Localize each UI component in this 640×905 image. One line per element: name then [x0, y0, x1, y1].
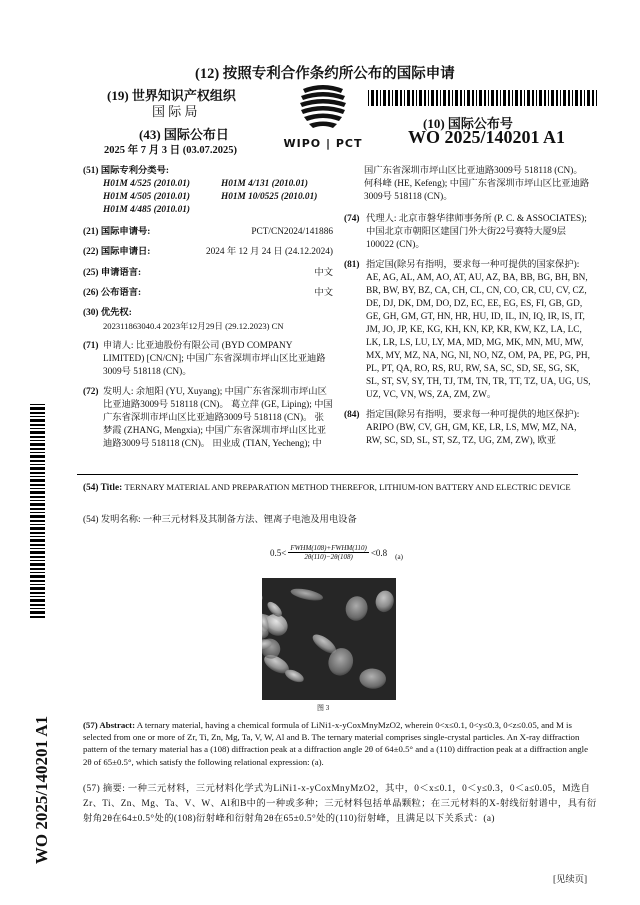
publication-number-label: (10) 国际公布号 [423, 116, 513, 131]
formula-fraction [288, 544, 369, 561]
chinese-title: (54) 发明名称: 一种三元材料及其制备方法、锂离子电池及用电设备 [83, 515, 357, 525]
filing-language-row [83, 267, 333, 280]
ipc-row [103, 178, 333, 191]
agent-tag: (74) [344, 214, 360, 224]
vertical-barcode [30, 404, 45, 620]
continued-on-next-page: [见续页] [553, 875, 588, 885]
formula-numerator: FWHM(108)+FWHM(110) [290, 544, 367, 552]
ipc-label: (51) 国际专利分类号: [83, 166, 169, 176]
side-publication-number: WO 2025/140201 A1 [32, 715, 51, 865]
english-title-text: TERNARY MATERIAL AND PREPARATION METHOD THEREFOR, LITHIUM-ION BATTERY AND ELECTRIC DEVICE [124, 482, 571, 492]
relational-expression [270, 544, 403, 561]
designated-states-text: 指定国(除另有指明，要求每一种可提供的国家保护): AE, AG, AL, AM, AO, AT, AU, AZ, BA, BB, BG, BH, BN, BR, BW, BY, BZ, CA, CH, CL, CN, CO, CR, CU, CV, CZ, DE, DJ, DK, DM, DO, DZ, EC, EE, EG, ES, FI, GB, GD, GE, GH, GM, GT, HN, HR, HU, ID, IL, IN, IQ, IR, IS, IT, JM, JO, JP, KE, KG, KH, KN, KP, KR, KW, KZ, LA, LC, LK, LR, LS, LU, LY, MA, MD, MG, MK, MN, MU, MW, MX, MY, MZ, NA, NG, NI, NO, NZ, OM, PA, PE, PG, PH, PL, PT, QA, RO, RS, RU, RW, SA, SC, SD, SE, SG, SK, SL, ST, SV, SY, TH, TJ, TM, TN, TR, TT, TZ, UA, UG, US, UZ, VC, VN, WS, ZA, ZM, ZW。 [366, 260, 591, 400]
inventor-text: 发明人: 余旭阳 (YU, Xuyang); 中国广东省深圳市坪山区比亚迪路3009号 518118 (CN)。 葛立萍 (GE, Liping); 中国广东省深圳市坪山区比亚迪路3009号 518118 (CN)。 张梦霞 (ZHANG, Mengxia); 中国广东省深圳市坪山区比亚迪路3009号 518118 (CN)。 田业成 (TIAN, Yecheng); 中 [103, 387, 333, 449]
document-title: (12) 按照专利合作条约所公布的国际申请 [195, 66, 455, 82]
formula-left: 0.5< [270, 547, 287, 558]
ipc-list [83, 178, 333, 217]
filing-date-label: (22) 国际申请日: [83, 247, 151, 257]
section-divider [77, 474, 578, 475]
application-number-label: (21) 国际申请号: [83, 227, 151, 237]
filing-language-label: (25) 申请语言: [83, 268, 142, 278]
application-number-row [83, 226, 333, 239]
filing-date-row [83, 246, 333, 259]
english-title-tag: (54) Title: [83, 483, 123, 493]
filing-language: 中文 [314, 268, 333, 278]
priority-data: 202311863040.4 2023年12月29日 (29.12.2023) CN [103, 321, 284, 331]
formula-tag: (a) [395, 552, 403, 561]
english-title [83, 481, 580, 495]
barcode [368, 90, 598, 106]
wipo-pct-text: WIPO | PCT [283, 137, 363, 150]
filing-date: 2024 年 12 月 24 日 (24.12.2024) [205, 247, 333, 257]
ipc-code: H01M 4/525 (2010.01) [103, 179, 191, 189]
abstract-english [83, 719, 598, 768]
publication-language: 中文 [314, 288, 333, 298]
application-number: PCT/CN2024/141886 [251, 227, 333, 237]
sem-micrograph [262, 578, 396, 700]
designated-states-block [344, 259, 594, 402]
figure-caption: 图 3 [317, 704, 330, 712]
publication-number: WO 2025/140201 A1 [408, 127, 566, 147]
designated-states-tag: (81) [344, 260, 360, 270]
formula-denominator: 2θ(110)−2θ(108) [304, 553, 353, 561]
priority-label: (30) 优先权: [83, 308, 132, 318]
organization-bureau: 国 际 局 [152, 104, 198, 119]
regional-states-block [344, 409, 594, 448]
agent-block [344, 213, 594, 252]
ipc-code: H01M 4/131 (2010.01) [221, 179, 309, 189]
organization-name: (19) 世界知识产权组织 [107, 88, 236, 103]
bibliographic-right-column [344, 165, 594, 448]
regional-states-tag: (84) [344, 410, 360, 420]
applicant-text: 申请人: 比亚迪股份有限公司 (BYD COMPANY LIMITED) [CN/CN]; 中国广东省深圳市坪山区比亚迪路3009号 518118 (CN)。 [103, 341, 326, 377]
abstract-english-tag: (57) Abstract: [83, 720, 136, 730]
bibliographic-left-column [83, 165, 333, 451]
publication-language-row [83, 287, 333, 300]
formula-right: <0.8 [370, 547, 388, 558]
inventor-continued: 国广东省深圳市坪山区比亚迪路3009号 518118 (CN)。 何科峰 (HE, Kefeng); 中国广东省深圳市坪山区比亚迪路3009号 518118 (CN)。 [364, 166, 590, 202]
publication-date: 2025 年 7 月 3 日 (03.07.2025) [104, 145, 237, 156]
publication-language-label: (26) 公布语言: [83, 288, 142, 298]
regional-states-text: 指定国(除另有指明，要求每一种可提供的地区保护): ARIPO (BW, CV, GH, GM, KE, LR, LS, MW, MZ, NA, RW, SC, SD, SL, ST, SZ, TZ, UG, ZM, ZW), 欧亚 [366, 410, 580, 446]
ipc-row [103, 204, 333, 217]
wipo-logo [283, 83, 363, 150]
agent-text: 代理人: 北京市磐华律师事务所 (P. C. & ASSOCIATES); 中国北京市朝阳区建国门外大街22号赛特大厦9层 100022 (CN)。 [366, 214, 587, 250]
ipc-code: H01M 4/485 (2010.01) [103, 205, 191, 215]
ipc-row [103, 191, 333, 204]
inventor-tag: (72) [83, 387, 99, 397]
publication-date-label: (43) 国际公布日 [139, 127, 229, 142]
applicant-block [83, 340, 333, 379]
ipc-code: H01M 10/0525 (2010.01) [221, 192, 318, 202]
inventor-block [83, 386, 333, 451]
applicant-tag: (71) [83, 341, 99, 351]
ipc-code: H01M 4/505 (2010.01) [103, 192, 191, 202]
abstract-english-text: A ternary material, having a chemical formula of LiNi1-x-yCoxMnyMzO2, wherein 0<x≤0.1, 0<y≤0.3, 0<z≤0.05, and M is selected from one or more of Zr, Ti, Zn, Mg, Ta, V, W, Al and B. The ternary material comprises single-crystal particles. An X-ray diffraction pattern of the ternary material has a (108) diffraction peak at a diffraction angle 2θ of 64±0.5° and a (110) diffraction peak at a diffraction angle 2θ of 65±0.5°, which satisfy the following relational expression: (a). [83, 720, 588, 767]
abstract-chinese: (57) 摘要: 一种三元材料，三元材料化学式为LiNi1-x-yCoxMnyMzO2，其中，0＜x≤0.1，0＜y≤0.3，0＜a≤0.05，M选自Zr、Ti、Zn、Mg、Ta、V、W、Al和B中的一种或多种；三元材料包括单晶颗粒；在三元材料的X-射线衍射谱中，具有衍射角2θ在64±0.5°处的(108)衍射峰和衍射角2θ在65±0.5°处的(110)衍射峰，且满足以下关系式：(a) [83, 784, 597, 824]
